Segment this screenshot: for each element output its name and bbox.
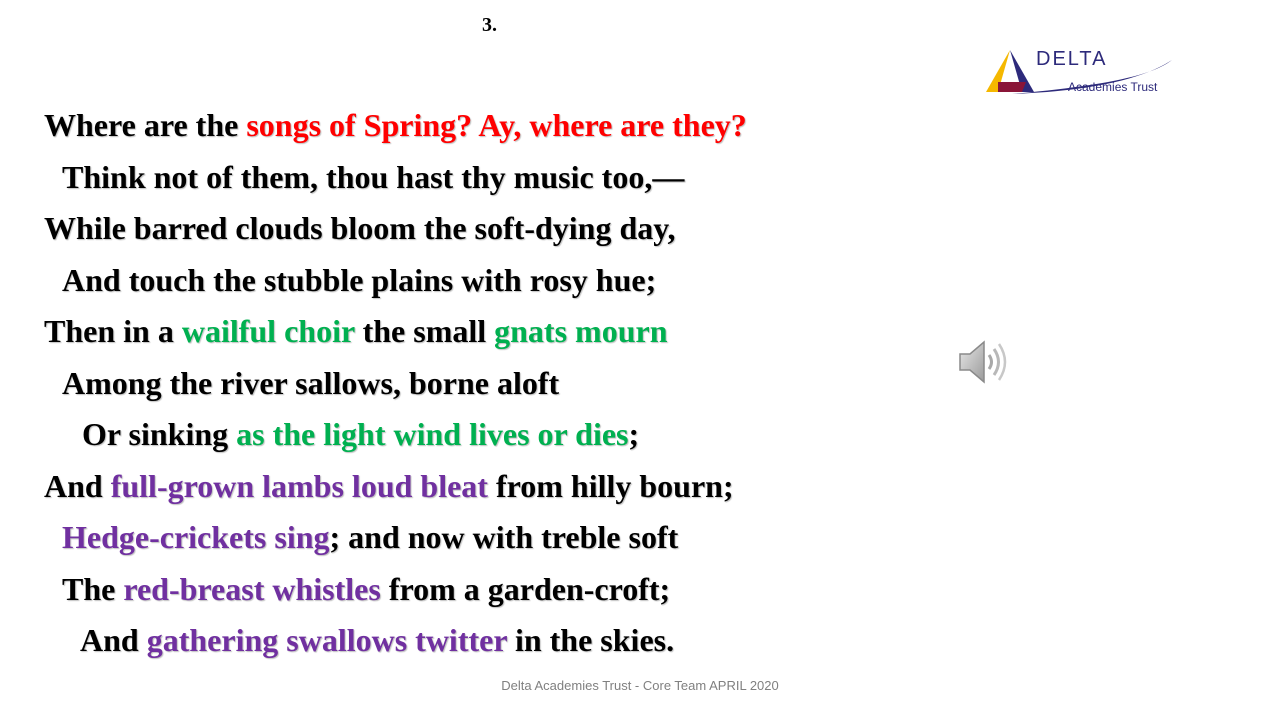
highlight-purple: full-grown lambs loud bleat [110, 467, 488, 504]
poem-line [44, 409, 747, 461]
poem-text: And touch the stubble plains with rosy hue; [62, 261, 657, 298]
poem-line [44, 461, 747, 513]
speaker-icon[interactable] [956, 336, 1008, 388]
poem-text: Among the river sallows, borne aloft [62, 364, 560, 401]
stanza-number: 3. [482, 14, 497, 36]
poem-line [44, 100, 747, 152]
poem-line [44, 203, 747, 255]
poem-text: ; and now with treble soft [329, 519, 679, 555]
highlight-green: wailful choir [181, 313, 355, 349]
poem-line [44, 564, 747, 616]
poem-text: from hilly bourn; [487, 467, 734, 504]
poem-text: Or sinking [82, 416, 237, 452]
highlight-green: gnats mourn [494, 313, 668, 349]
poem-text: in the skies. [506, 622, 675, 658]
poem-line [44, 306, 747, 358]
poem-text: ; [628, 416, 640, 452]
poem-text: the small [354, 313, 495, 349]
poem-line [44, 152, 747, 204]
poem-text: While barred clouds bloom the soft-dying day, [44, 210, 676, 246]
highlight-purple: gathering swallows twitter [146, 622, 507, 658]
highlight-purple: Hedge-crickets sing [62, 519, 330, 555]
poem-line [44, 512, 747, 564]
poem-text: from a garden-croft; [380, 570, 671, 607]
poem-line [44, 255, 747, 307]
poem-line [44, 615, 747, 667]
highlight-red: songs of Spring? Ay, where are they? [246, 107, 747, 143]
poem-text: Think not of them, thou hast thy music too,— [62, 158, 685, 195]
highlight-green: as the light wind lives or dies [236, 416, 629, 452]
poem-text: Where are the [44, 107, 247, 143]
delta-logo [982, 46, 1174, 98]
poem-line [44, 358, 747, 410]
highlight-purple: red-breast whistles [123, 570, 381, 607]
poem-text: Then in a [44, 313, 182, 349]
footer-text: Delta Academies Trust - Core Team APRIL 2020 [501, 678, 779, 693]
logo-wordmark: DELTA [1036, 48, 1108, 70]
poem-text: And [80, 622, 147, 658]
poem-text: And [44, 467, 111, 504]
poem-stanza [44, 100, 747, 667]
poem-text: The [62, 570, 124, 607]
logo-subtitle: Academies Trust [1068, 80, 1158, 94]
